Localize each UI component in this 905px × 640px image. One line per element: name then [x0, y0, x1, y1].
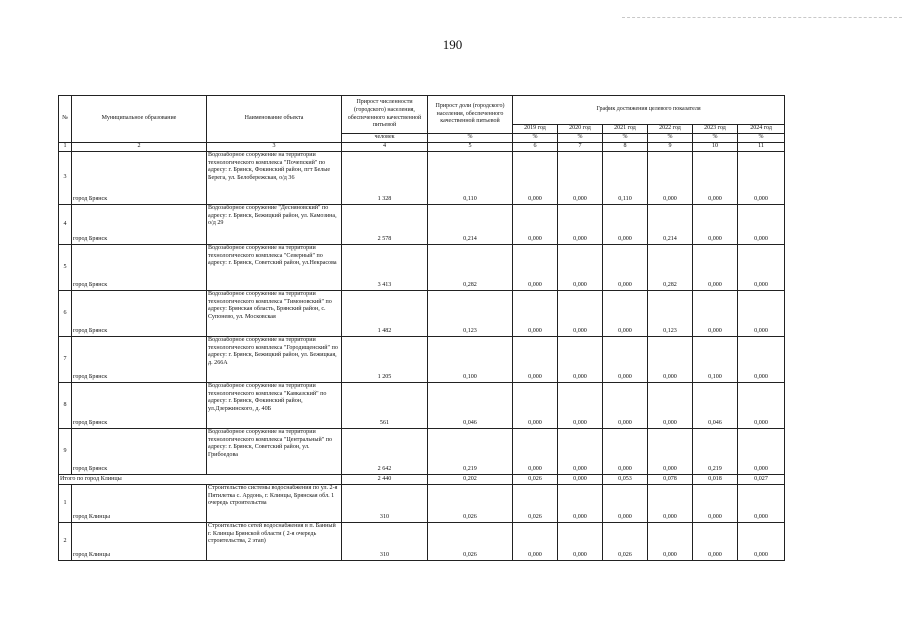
total-value: 0,026: [513, 475, 558, 485]
table-row: [59, 429, 785, 475]
year-value-cell: 0,000: [648, 485, 693, 523]
year-value-cell: 0,000: [693, 245, 738, 291]
unit-percent: %: [428, 134, 513, 143]
year-value-cell: 0,214: [648, 205, 693, 245]
share-cell: 0,026: [428, 485, 513, 523]
year-value-cell: 0,000: [513, 205, 558, 245]
table-row: [59, 523, 785, 561]
unit-percent: %: [648, 134, 693, 143]
people-cell: 2 578: [342, 205, 428, 245]
page-number: 190: [442, 37, 463, 52]
table-row: [59, 291, 785, 337]
year-value-cell: 0,000: [648, 337, 693, 383]
people-cell: 561: [342, 383, 428, 429]
year-value-cell: 0,000: [558, 337, 603, 383]
header-year: 2021 год: [603, 125, 648, 134]
column-number: 1: [59, 143, 72, 152]
table-row: [59, 337, 785, 383]
year-value-cell: 0,282: [648, 245, 693, 291]
year-value-cell: 0,000: [513, 523, 558, 561]
year-value-cell: 0,000: [513, 291, 558, 337]
year-value-cell: 0,000: [603, 337, 648, 383]
year-value-cell: 0,000: [693, 152, 738, 205]
people-cell: 3 413: [342, 245, 428, 291]
table-body-bryansk: [59, 152, 785, 475]
share-cell: 0,214: [428, 205, 513, 245]
object-name-cell: Водозаборное сооружение на территории технологического комплекса "Центральный" по адресу: г. Брянск, Советский район, ул. Грибоедова: [207, 429, 342, 475]
header-object: Наименование объекта: [207, 96, 342, 143]
header-pop-growth: Прирост численности (городского) населения, обеспеченного качественной питьевой: [342, 96, 428, 134]
year-value-cell: 0,000: [738, 337, 785, 383]
share-cell: 0,046: [428, 383, 513, 429]
column-number: 7: [558, 143, 603, 152]
share-cell: 0,026: [428, 523, 513, 561]
year-value-cell: 0,026: [603, 523, 648, 561]
year-value-cell: 0,000: [558, 485, 603, 523]
unit-percent: %: [513, 134, 558, 143]
object-name-cell: Водозаборное сооружение на территории технологического комплекса "Северный" по адресу: г. Брянск, Советский район, ул.Некрасова: [207, 245, 342, 291]
year-value-cell: 0,000: [558, 245, 603, 291]
total-value: 0,027: [738, 475, 785, 485]
year-value-cell: 0,000: [603, 205, 648, 245]
year-value-cell: 0,000: [648, 429, 693, 475]
table-body-total: [59, 475, 785, 485]
year-value-cell: 0,000: [648, 523, 693, 561]
column-number: 5: [428, 143, 513, 152]
table-row: [59, 485, 785, 523]
header-share-growth: Прирост доли (городского) населения, обеспеченного качественной питьевой: [428, 96, 513, 134]
year-value-cell: 0,123: [648, 291, 693, 337]
table-row: [59, 245, 785, 291]
share-cell: 0,110: [428, 152, 513, 205]
total-label: Итого по город Клинцы: [59, 475, 342, 485]
table-row: [59, 383, 785, 429]
object-name-cell: Строительство сетей водоснабжения в п. Банный г. Клинцы Брянской области ( 2-я очередь строительства, 2 этап): [207, 523, 342, 561]
column-number: 10: [693, 143, 738, 152]
people-cell: 310: [342, 523, 428, 561]
total-people: 2 440: [342, 475, 428, 485]
municipality-cell: город Клинцы: [72, 485, 207, 523]
row-number: 4: [59, 205, 72, 245]
column-number: 8: [603, 143, 648, 152]
header-municipality: Муниципальное образование: [72, 96, 207, 143]
year-value-cell: 0,000: [693, 523, 738, 561]
total-value: 0,018: [693, 475, 738, 485]
object-name-cell: Водозаборное сооружение на территории технологического комплекса "Тимоновский" по адресу: Брянская область, Брянский район, с. Супонево, ул. Московская: [207, 291, 342, 337]
unit-percent: %: [738, 134, 785, 143]
year-value-cell: 0,000: [693, 291, 738, 337]
share-cell: 0,123: [428, 291, 513, 337]
year-value-cell: 0,000: [558, 383, 603, 429]
header-schedule: График достижения целевого показателя: [513, 96, 785, 125]
year-value-cell: 0,000: [513, 337, 558, 383]
year-value-cell: 0,000: [648, 152, 693, 205]
municipality-cell: город Клинцы: [72, 523, 207, 561]
unit-percent: %: [558, 134, 603, 143]
year-value-cell: 0,219: [693, 429, 738, 475]
total-row: [59, 475, 785, 485]
unit-percent: %: [693, 134, 738, 143]
year-value-cell: 0,000: [513, 245, 558, 291]
column-number: 11: [738, 143, 785, 152]
people-cell: 2 642: [342, 429, 428, 475]
people-cell: 310: [342, 485, 428, 523]
header-num: №: [59, 96, 72, 143]
row-number: 7: [59, 337, 72, 383]
year-value-cell: 0,000: [738, 429, 785, 475]
row-number: 6: [59, 291, 72, 337]
top-corner-rule: [622, 17, 902, 18]
total-value: 0,078: [648, 475, 693, 485]
column-number: 4: [342, 143, 428, 152]
municipality-cell: город Брянск: [72, 383, 207, 429]
year-value-cell: 0,000: [738, 205, 785, 245]
people-cell: 1 205: [342, 337, 428, 383]
header-year: 2023 год: [693, 125, 738, 134]
row-number: 3: [59, 152, 72, 205]
target-indicators-table: [58, 95, 785, 561]
table-body-klintsy: [59, 485, 785, 561]
row-number: 1: [59, 485, 72, 523]
table-row: [59, 152, 785, 205]
municipality-cell: город Брянск: [72, 337, 207, 383]
header-year: 2019 год: [513, 125, 558, 134]
year-value-cell: 0,026: [513, 485, 558, 523]
year-value-cell: 0,000: [738, 485, 785, 523]
year-value-cell: 0,000: [738, 523, 785, 561]
row-number: 5: [59, 245, 72, 291]
unit-percent: %: [603, 134, 648, 143]
year-value-cell: 0,000: [603, 485, 648, 523]
year-value-cell: 0,000: [558, 291, 603, 337]
people-cell: 1 328: [342, 152, 428, 205]
header-year: 2020 год: [558, 125, 603, 134]
column-number: 3: [207, 143, 342, 152]
year-value-cell: 0,000: [738, 291, 785, 337]
object-name-cell: Строительство системы водоснабжения по ул. 2-я Пятилетка с. Ардонь, г. Клинцы, Брянская обл. 1 очередь строительства: [207, 485, 342, 523]
year-value-cell: 0,000: [603, 291, 648, 337]
row-number: 8: [59, 383, 72, 429]
year-value-cell: 0,046: [693, 383, 738, 429]
year-value-cell: 0,110: [603, 152, 648, 205]
share-cell: 0,100: [428, 337, 513, 383]
year-value-cell: 0,000: [558, 205, 603, 245]
year-value-cell: 0,000: [603, 245, 648, 291]
municipality-cell: город Брянск: [72, 152, 207, 205]
column-number: 6: [513, 143, 558, 152]
total-value: 0,000: [558, 475, 603, 485]
year-value-cell: 0,000: [513, 152, 558, 205]
object-name-cell: Водозаборное сооружение "Десняновский" по адресу: г. Брянск, Бежицкий район, ул. Камозина, о/д 29: [207, 205, 342, 245]
total-value: 0,053: [603, 475, 648, 485]
year-value-cell: 0,100: [693, 337, 738, 383]
year-value-cell: 0,000: [558, 152, 603, 205]
object-name-cell: Водозаборное сооружение на территории технологического комплекса "Почепский" по адресу: г. Брянск, Фокинский район, пгт Белые Берега, ул. Белобережская, о/д 36: [207, 152, 342, 205]
year-value-cell: 0,000: [738, 152, 785, 205]
row-number: 2: [59, 523, 72, 561]
municipality-cell: город Брянск: [72, 429, 207, 475]
year-value-cell: 0,000: [693, 485, 738, 523]
year-value-cell: 0,000: [738, 245, 785, 291]
object-name-cell: Водозаборное сооружение на территории технологического комплекса "Городищенский" по адресу: г. Брянск, Бежицкий район, ул. Бежицкая, д. 266А: [207, 337, 342, 383]
year-value-cell: 0,000: [693, 205, 738, 245]
year-value-cell: 0,000: [513, 429, 558, 475]
year-value-cell: 0,000: [603, 429, 648, 475]
people-cell: 1 482: [342, 291, 428, 337]
municipality-cell: город Брянск: [72, 205, 207, 245]
total-share: 0,202: [428, 475, 513, 485]
unit-people: человек: [342, 134, 428, 143]
year-value-cell: 0,000: [603, 383, 648, 429]
year-value-cell: 0,000: [513, 383, 558, 429]
object-name-cell: Водозаборное сооружение на территории технологического комплекса "Кавказский" по адресу: г. Брянск, Фокинский район, ул.Дзержинского, д. 40Б: [207, 383, 342, 429]
column-number: 9: [648, 143, 693, 152]
year-value-cell: 0,000: [738, 383, 785, 429]
municipality-cell: город Брянск: [72, 245, 207, 291]
column-number: 2: [72, 143, 207, 152]
municipality-cell: город Брянск: [72, 291, 207, 337]
share-cell: 0,282: [428, 245, 513, 291]
header-year: 2022 год: [648, 125, 693, 134]
table-row: [59, 205, 785, 245]
year-value-cell: 0,000: [558, 523, 603, 561]
share-cell: 0,219: [428, 429, 513, 475]
row-number: 9: [59, 429, 72, 475]
year-value-cell: 0,000: [648, 383, 693, 429]
year-value-cell: 0,000: [558, 429, 603, 475]
header-year: 2024 год: [738, 125, 785, 134]
